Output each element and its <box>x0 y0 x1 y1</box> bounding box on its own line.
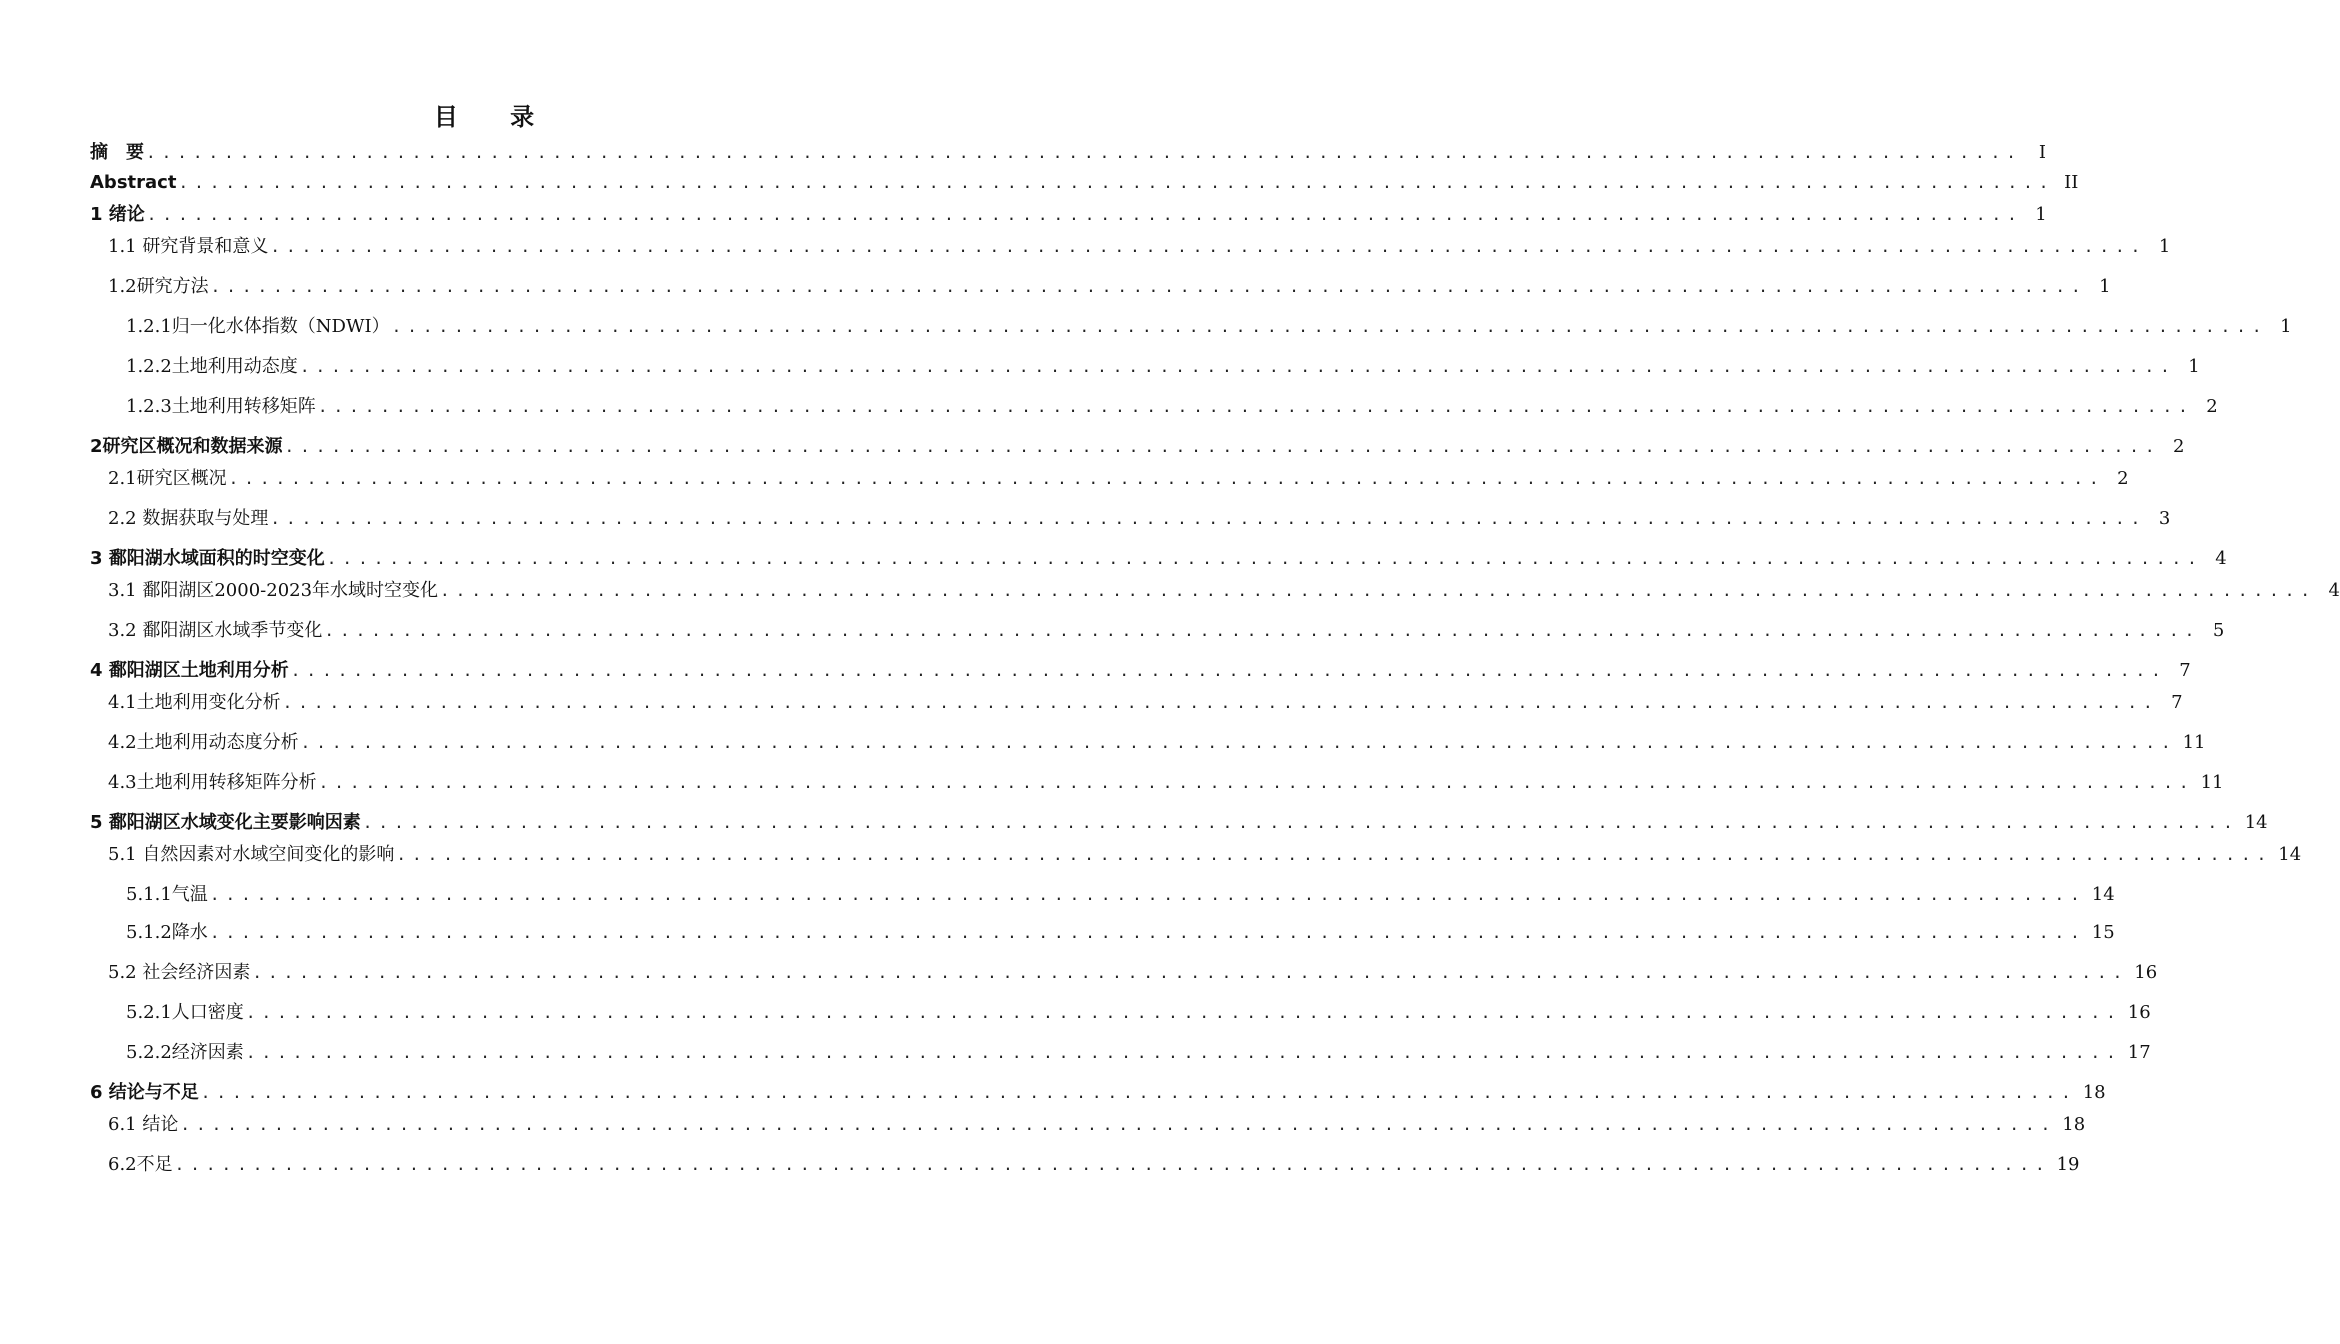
toc-entry-page: I <box>2038 142 2046 163</box>
toc-entry[interactable] <box>90 880 2115 910</box>
toc-entry-text: 6.2不足 <box>108 1154 173 1175</box>
toc-entry-text: 1.2.1归一化水体指数（NDWI） <box>126 316 390 337</box>
toc-entry-text: 5 鄱阳湖区水域变化主要影响因素 <box>90 812 361 833</box>
toc-entry-text: 5.2 社会经济因素 <box>108 962 251 983</box>
toc-entry[interactable] <box>90 504 2171 534</box>
toc-entry-page: II <box>2064 172 2079 193</box>
toc-entry[interactable] <box>90 576 2340 606</box>
toc-entry-page: 7 <box>2179 660 2191 681</box>
toc-entry-text: 1.1 研究背景和意义 <box>108 236 269 257</box>
toc-entry-page: 17 <box>2127 1042 2151 1063</box>
toc-leader-dots: ........................................................................................................................ <box>324 621 2201 640</box>
toc-entry-text: 2研究区概况和数据来源 <box>90 436 283 457</box>
toc-entry-text: 1.2.2土地利用动态度 <box>126 356 298 377</box>
toc-entry-page: 15 <box>2091 922 2115 943</box>
toc-entry-page: 14 <box>2091 884 2115 905</box>
toc-entry-page: 5 <box>2212 620 2225 641</box>
toc-entry[interactable] <box>90 544 2227 574</box>
toc-entry-text: 6 结论与不足 <box>90 1082 199 1103</box>
toc-leader-dots: ........................................................................................................................ <box>362 813 2239 832</box>
toc-entry[interactable] <box>90 1150 2080 1180</box>
toc-leader-dots: ........................................................................................................................ <box>245 1043 2122 1062</box>
toc-leader-dots: ........................................................................................................................ <box>299 357 2176 376</box>
toc-leader-dots: ........................................................................................................................ <box>210 277 2087 296</box>
toc-entry-text: 6.1 结论 <box>108 1114 179 1135</box>
toc-entry-page: 1 <box>2099 276 2111 297</box>
toc-entry[interactable] <box>90 168 2079 198</box>
toc-entry-text: 2.1研究区概况 <box>108 468 227 489</box>
toc-entry[interactable] <box>90 432 2185 462</box>
toc-entry-text: 4.1土地利用变化分析 <box>108 692 281 713</box>
toc-leader-dots: ........................................................................................................................ <box>396 845 2273 864</box>
toc-entry-page: 1 <box>2158 236 2171 257</box>
toc-entry[interactable] <box>90 272 2111 302</box>
toc-entry-text: 1.2研究方法 <box>108 276 209 297</box>
toc-entry-page: 7 <box>2171 692 2183 713</box>
toc-entry-text: 5.1.1气温 <box>126 884 208 905</box>
toc-leader-dots: ........................................................................................................................ <box>245 1003 2122 1022</box>
toc-leader-dots: ........................................................................................................................ <box>146 205 2023 224</box>
toc-leader-dots: ........................................................................................................................ <box>290 661 2167 680</box>
toc-leader-dots: ........................................................................................................................ <box>300 733 2177 752</box>
toc-entry-page: 19 <box>2056 1154 2080 1175</box>
toc-entry-page: 1 <box>2035 204 2047 225</box>
toc-leader-dots: ........................................................................................................................ <box>282 693 2159 712</box>
toc-entry[interactable] <box>90 200 2047 230</box>
toc-leader-dots: ........................................................................................................................ <box>318 773 2195 792</box>
toc-entry-text: 1 绪论 <box>90 204 145 225</box>
toc-entry[interactable] <box>90 918 2115 948</box>
toc-leader-dots: ........................................................................................................................ <box>270 509 2147 528</box>
toc-entry-page: 2 <box>2173 436 2185 457</box>
toc-entry[interactable] <box>90 616 2225 646</box>
toc-leader-dots: ........................................................................................................................ <box>180 1115 2057 1134</box>
toc-leader-dots: ........................................................................................................................ <box>174 1155 2051 1174</box>
toc-entry-page: 16 <box>2134 962 2158 983</box>
toc-entry-text: 5.2.2经济因素 <box>126 1042 244 1063</box>
toc-leader-dots: ........................................................................................................................ <box>326 549 2203 568</box>
toc-entry-text: 3.1 鄱阳湖区2000-2023年水域时空变化 <box>108 580 439 601</box>
toc-entry-page: 16 <box>2127 1002 2151 1023</box>
toc-entry-text: 4.2土地利用动态度分析 <box>108 732 299 753</box>
toc-entry[interactable] <box>90 392 2218 422</box>
toc-entry-text: 摘 要 <box>90 142 144 163</box>
toc-entry-text: 1.2.3土地利用转移矩阵 <box>126 396 316 417</box>
toc-entry[interactable] <box>90 1110 2086 1140</box>
toc-leader-dots: ........................................................................................................................ <box>391 317 2268 336</box>
toc-entry-text: 5.1 自然因素对水域空间变化的影响 <box>108 844 395 865</box>
toc-entry-page: 4 <box>2215 548 2227 569</box>
toc-leader-dots: ........................................................................................................................ <box>317 397 2194 416</box>
toc-leader-dots: ........................................................................................................................ <box>284 437 2161 456</box>
toc-entry[interactable] <box>90 1038 2151 1068</box>
toc-entry-text: 3 鄱阳湖水域面积的时空变化 <box>90 548 325 569</box>
toc-entry[interactable] <box>90 656 2191 686</box>
toc-entry-page: 18 <box>2062 1114 2086 1135</box>
toc-entry[interactable] <box>90 312 2292 342</box>
toc-entry-page: 2 <box>2117 468 2129 489</box>
toc-title: 目 录 <box>433 102 557 131</box>
toc-entry-page: 3 <box>2158 508 2171 529</box>
toc-entry-text: 4 鄱阳湖区土地利用分析 <box>90 660 289 681</box>
toc-leader-dots: ........................................................................................................................ <box>146 143 2022 162</box>
toc-entry-page: 14 <box>2244 812 2268 833</box>
toc-leader-dots: ........................................................................................................................ <box>228 469 2105 488</box>
toc-entry[interactable] <box>90 958 2158 988</box>
toc-entry[interactable] <box>90 352 2200 382</box>
toc-leader-dots: ........................................................................................................................ <box>200 1083 2077 1102</box>
toc-entry-page: 18 <box>2082 1082 2106 1103</box>
toc-entry[interactable] <box>90 840 2302 870</box>
toc-entry-page: 2 <box>2206 396 2218 417</box>
toc-entry[interactable] <box>90 464 2129 494</box>
toc-entry-page: 11 <box>2182 732 2206 753</box>
toc-entry[interactable] <box>90 138 2046 168</box>
toc-entry[interactable] <box>90 232 2171 262</box>
toc-leader-dots: ........................................................................................................................ <box>209 885 2086 904</box>
toc-entry-page: 1 <box>2280 316 2292 337</box>
toc-entry[interactable] <box>90 808 2268 838</box>
toc-leader-dots: ........................................................................................................................ <box>178 173 2055 192</box>
toc-leader-dots: ........................................................................................................................ <box>270 237 2147 256</box>
toc-entry[interactable] <box>90 998 2151 1028</box>
toc-entry-page: 4 <box>2328 580 2340 601</box>
toc-entry-page: 11 <box>2200 772 2224 793</box>
toc-entry-text: 4.3土地利用转移矩阵分析 <box>108 772 317 793</box>
toc-entry[interactable] <box>90 1078 2106 1108</box>
toc-entry-text: 5.2.1人口密度 <box>126 1002 244 1023</box>
toc-entry-text: 5.1.2降水 <box>126 922 208 943</box>
toc-entry-page: 14 <box>2278 844 2302 865</box>
toc-entry[interactable] <box>90 688 2183 718</box>
toc-entry-page: 1 <box>2188 356 2200 377</box>
toc-entry-text: 2.2 数据获取与处理 <box>108 508 269 529</box>
toc-leader-dots: ........................................................................................................................ <box>209 923 2086 942</box>
toc-entry[interactable] <box>90 728 2206 758</box>
toc-leader-dots: ........................................................................................................................ <box>440 581 2316 600</box>
toc-entry[interactable] <box>90 768 2224 798</box>
toc-entry-text: 3.2 鄱阳湖区水域季节变化 <box>108 620 323 641</box>
toc-entry-text: Abstract <box>90 172 177 193</box>
toc-leader-dots: ........................................................................................................................ <box>252 963 2129 982</box>
